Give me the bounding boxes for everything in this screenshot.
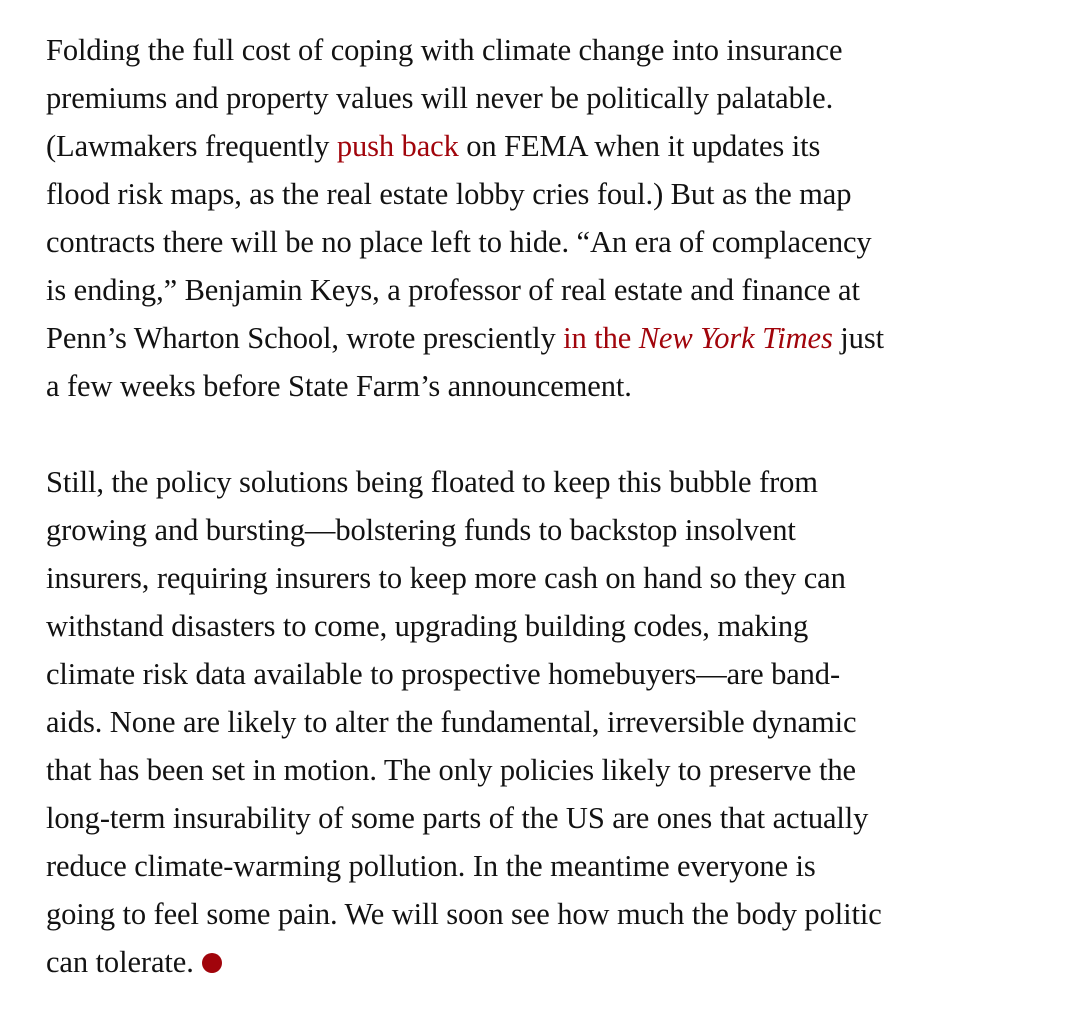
- text-line: climate risk data available to prospective homebuyers—are band-: [46, 657, 841, 691]
- end-mark-icon: [202, 953, 222, 973]
- text-line: growing and bursting—bolstering funds to backstop insolvent: [46, 513, 796, 547]
- push-back-link[interactable]: push back: [336, 129, 459, 163]
- text-line: [46, 938, 1036, 986]
- text-line: is ending,” Benjamin Keys, a professor of real estate and finance at: [46, 273, 860, 307]
- new-york-times-link[interactable]: [563, 321, 833, 355]
- text-line: flood risk maps, as the real estate lobby cries foul.) But as the map: [46, 177, 852, 211]
- text-line: aids. None are likely to alter the fundamental, irreversible dynamic: [46, 705, 857, 739]
- text-line: contracts there will be no place left to hide. “An era of complacency: [46, 225, 872, 259]
- text-line: Still, the policy solutions being floated to keep this bubble from: [46, 465, 818, 499]
- article-body: [46, 26, 1036, 986]
- publication-name: New York Times: [638, 321, 833, 355]
- text-line: [46, 314, 1036, 362]
- text-line: withstand disasters to come, upgrading building codes, making: [46, 609, 809, 643]
- text-line: reduce climate-warming pollution. In the meantime everyone is: [46, 849, 816, 883]
- link-prefix: in the: [563, 321, 639, 355]
- text-line: insurers, requiring insurers to keep more cash on hand so they can: [46, 561, 846, 595]
- text-line: long-term insurability of some parts of the US are ones that actually: [46, 801, 869, 835]
- text-segment: on FEMA when it updates its: [458, 129, 821, 163]
- text-segment: just: [832, 321, 884, 355]
- text-segment: can tolerate.: [46, 945, 194, 979]
- text-line: going to feel some pain. We will soon see how much the body politic: [46, 897, 882, 931]
- paragraph-2: [46, 458, 1036, 986]
- text-line: premiums and property values will never be politically palatable.: [46, 81, 834, 115]
- text-segment: (Lawmakers frequently: [46, 129, 337, 163]
- text-line: a few weeks before State Farm’s announcement.: [46, 369, 632, 403]
- paragraph-1: [46, 26, 1036, 410]
- text-segment: Penn’s Wharton School, wrote presciently: [46, 321, 564, 355]
- text-line: that has been set in motion. The only policies likely to preserve the: [46, 753, 856, 787]
- text-line: Folding the full cost of coping with climate change into insurance: [46, 33, 843, 67]
- text-line: [46, 122, 1036, 170]
